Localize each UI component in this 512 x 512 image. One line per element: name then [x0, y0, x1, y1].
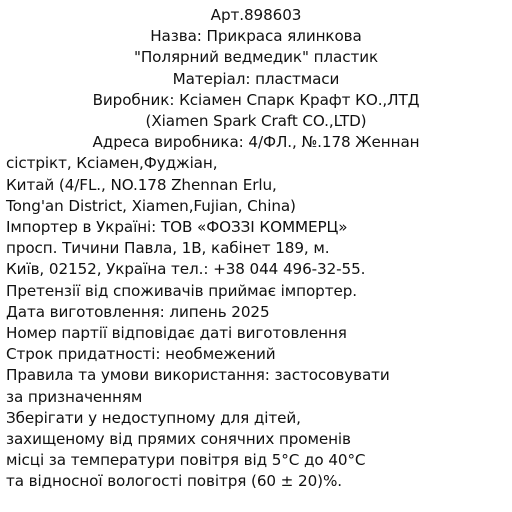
manufacturer-address-line-3: Китай (4/FL., NO.178 Zhennan Erlu, — [6, 175, 277, 194]
shelf-life-line: Строк придатності: необмежений — [6, 345, 276, 364]
usage-rules-line-2: за призначенням — [6, 387, 143, 406]
storage-line-1: Зберігати у недоступному для дітей, — [6, 408, 301, 427]
storage-line-4: та відносної вологості повітря (60 ± 20)%. — [6, 472, 343, 491]
storage-line-3: місці за температури повітря від 5°С до 40°С — [6, 451, 366, 470]
product-name-line-1: Назва: Прикраса ялинкова — [150, 27, 362, 46]
article-number: Арт.898603 — [210, 6, 302, 24]
manufacturer-address-line-2: сістрікт, Ксіамен,Фуджіан, — [6, 154, 218, 173]
importer-line: Імпортер в Україні: ТОВ «ФОЗЗІ КОММЕРЦ» — [6, 218, 348, 237]
product-name-line-2: "Полярний ведмедик" пластик — [133, 48, 379, 67]
usage-rules-line-1: Правила та умови використання: застосовувати — [6, 366, 390, 385]
claims-line: Претензії від споживачів приймає імпортер. — [6, 281, 357, 300]
material-line: Матеріал: пластмаси — [172, 69, 340, 88]
manufacturer-address-line-4: Tong'an District, Xiamen,Fujian, China) — [6, 196, 296, 215]
storage-line-2: захищеному від прямих сонячних променів — [6, 430, 351, 449]
manufacturer-line: Виробник: Ксіамен Спарк Крафт КО.,ЛТД — [92, 90, 420, 109]
production-date-line: Дата виготовлення: липень 2025 — [6, 302, 270, 321]
importer-address-line-2: Київ, 02152, Україна тел.: +38 044 496-32-55. — [6, 260, 366, 279]
manufacturer-latin-line: (Xiamen Spark Craft CO.,LTD) — [145, 112, 367, 131]
batch-number-line: Номер партії відповідає даті виготовлення — [6, 324, 347, 343]
importer-address-line-1: просп. Тичини Павла, 1В, кабінет 189, м. — [6, 239, 330, 258]
manufacturer-address-line-1: Адреса виробника: 4/ФЛ., №.178 Женнан — [92, 133, 420, 152]
